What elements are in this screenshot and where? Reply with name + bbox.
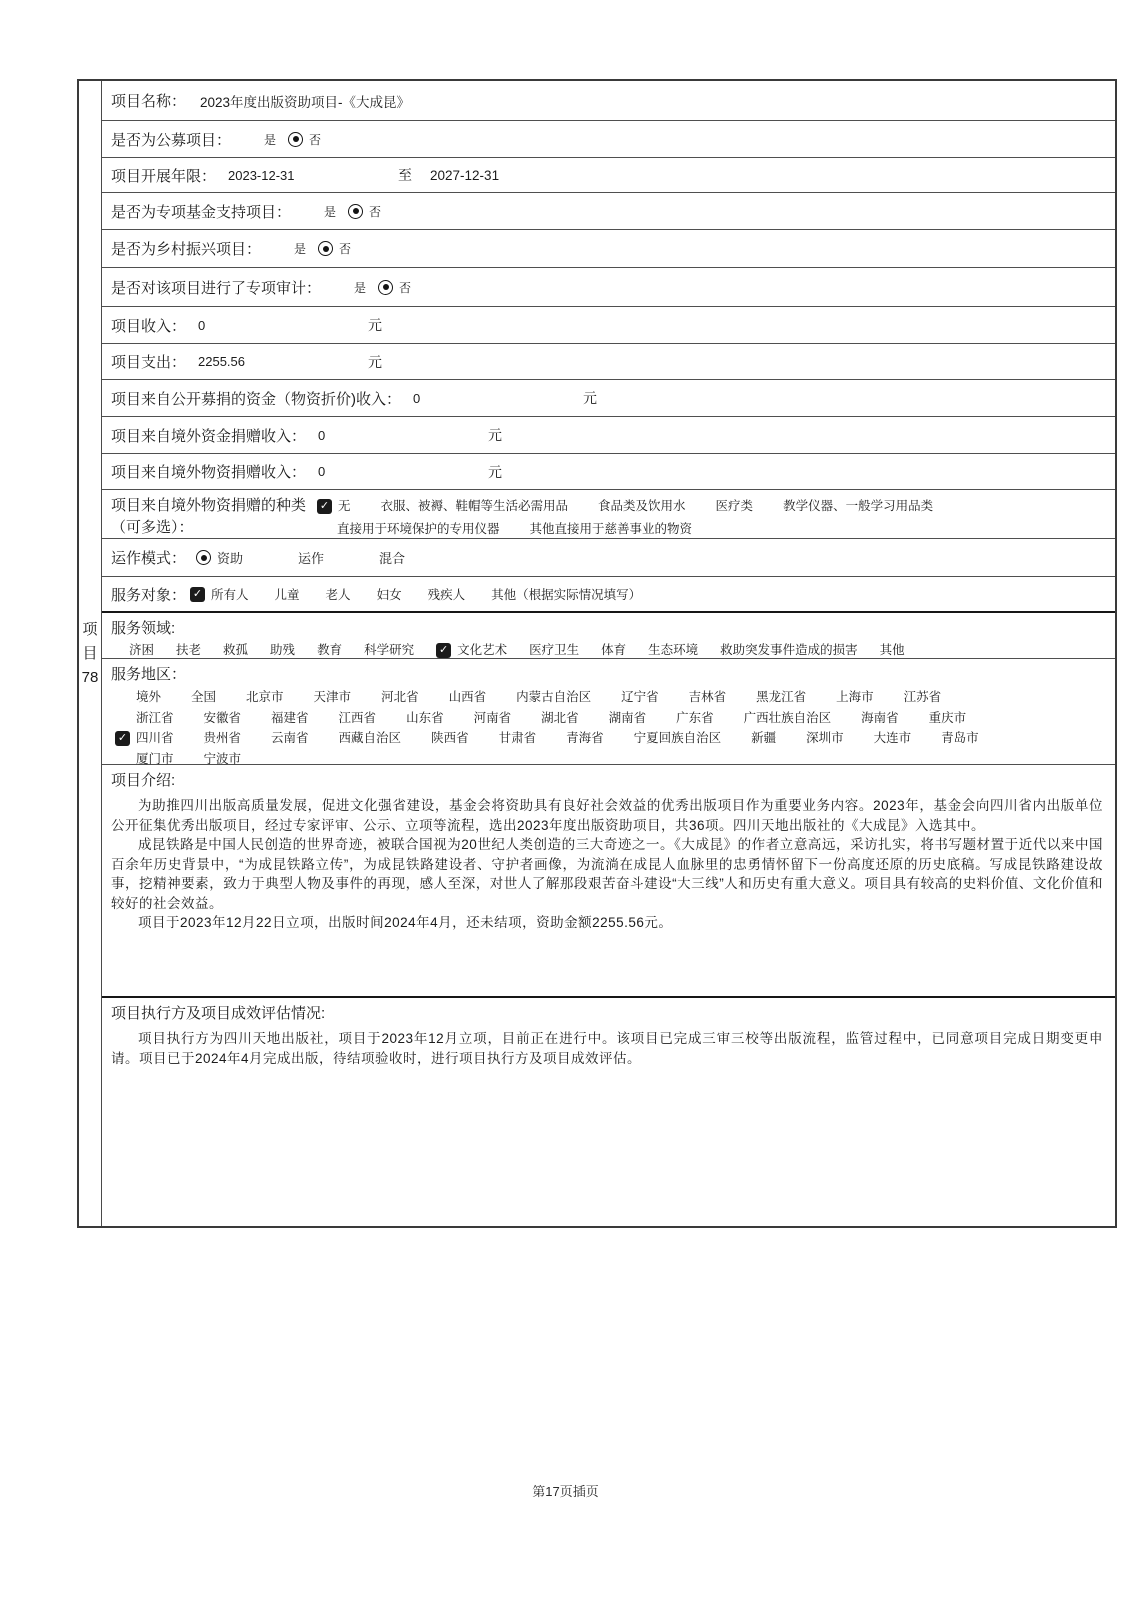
- yes-no-options: [294, 240, 351, 257]
- form-option: [449, 687, 487, 708]
- period-to-label: 至: [398, 167, 413, 183]
- option-label: 其他: [879, 643, 905, 657]
- option-label: 衣服、被褥、鞋帽等生活必需用品: [380, 499, 569, 513]
- side-label-char: 项: [82, 621, 98, 638]
- form-row-project-name: [102, 81, 1115, 121]
- option-label: 深圳市: [806, 731, 844, 745]
- option-label: 资助: [217, 551, 244, 566]
- option-label: 江苏省: [903, 690, 942, 704]
- form-row-overseas-fund-income: [102, 417, 1115, 454]
- form-option: [196, 548, 243, 567]
- form-option: [621, 687, 659, 708]
- option-label: 浙江省: [136, 710, 174, 725]
- form-option: [836, 687, 874, 708]
- form-option: [264, 131, 276, 148]
- form-option: [499, 728, 537, 749]
- form-option: [339, 728, 402, 749]
- form-option: [541, 708, 579, 729]
- option-label: 山西省: [448, 690, 487, 704]
- option-label: 儿童: [274, 588, 300, 602]
- option-label: 福建省: [271, 710, 309, 725]
- option-label: 山东省: [406, 710, 444, 725]
- option-label: 助残: [270, 643, 296, 657]
- option-label: 广西壮族自治区: [743, 710, 832, 725]
- section-title: 服务领域:: [111, 620, 176, 637]
- form-option: [406, 708, 444, 729]
- paragraph-text: 为助推四川出版高质量发展，促进文化强省建设，基金会将资助具有良好社会效益的优秀出版项目作为重要业务内容。2023年，基金会向四川省内出版单位公开征集优秀出版项目，经过专家评审、公示、立项等流程，选出2023年度出版资助项目，共36项。四川天地出版社的《大成昆》入选其中。: [111, 798, 1103, 833]
- form-option: [176, 641, 201, 660]
- radio-dot: [293, 136, 299, 142]
- option-label: 无: [338, 499, 351, 513]
- field-value: 0: [318, 427, 326, 443]
- option-label: 西藏自治区: [338, 731, 402, 745]
- form-option: [223, 641, 248, 660]
- radio-selected-icon: [348, 204, 363, 219]
- form-option: [337, 517, 500, 541]
- period-start-value: 2023-12-31: [228, 167, 295, 183]
- option-label: 青海省: [566, 731, 604, 745]
- checkbox-checked-icon: ✓: [436, 643, 451, 658]
- field-label: 项目支出：: [111, 354, 187, 371]
- option-label: 救助突发事件造成的损害: [720, 643, 858, 657]
- form-option: [294, 240, 306, 257]
- option-label: 重庆市: [928, 710, 967, 725]
- option-label: 河南省: [473, 710, 512, 725]
- service-region-line: [111, 708, 1105, 729]
- form-option: [689, 687, 727, 708]
- option-label: 江西省: [338, 710, 377, 725]
- form-row-project-period: [102, 158, 1115, 193]
- option-label: 医疗卫生: [529, 643, 580, 657]
- form-option: [288, 131, 321, 148]
- form-option: [648, 641, 698, 660]
- option-label: 湖北省: [541, 710, 579, 725]
- option-label: 青岛市: [941, 731, 979, 745]
- field-label: 是否对该项目进行了专项审计：: [111, 279, 322, 297]
- option-label: 运作: [298, 551, 325, 566]
- option-label: 海南省: [861, 710, 899, 725]
- form-row-project-intro: [102, 765, 1115, 998]
- option-label: 其他直接用于慈善事业的物资: [529, 522, 693, 536]
- option-label: 混合: [379, 551, 406, 566]
- yes-no-options: [354, 279, 411, 296]
- option-label: 科学研究: [364, 643, 415, 657]
- form-option: [246, 687, 284, 708]
- option-label: 辽宁省: [621, 690, 659, 704]
- option-label: 教育: [317, 643, 343, 657]
- form-option: [314, 687, 352, 708]
- form-option: [428, 585, 466, 603]
- goods-type-options: [317, 495, 1105, 541]
- option-label: 厦门市: [136, 751, 174, 766]
- form-row-public-donation-income: [102, 380, 1115, 417]
- form-option: [874, 728, 912, 749]
- option-label: 救孤: [223, 643, 249, 657]
- form-option: [348, 203, 381, 220]
- option-label: 四川省: [136, 731, 174, 745]
- section-title: 项目执行方及项目成效评估情况:: [111, 1005, 326, 1022]
- field-unit: 元: [368, 353, 383, 370]
- option-label: 黑龙江省: [756, 690, 807, 704]
- form-option: [271, 708, 309, 729]
- radio-selected-icon: [318, 241, 333, 256]
- option-label: 天津市: [313, 690, 352, 704]
- field-label: [111, 495, 317, 539]
- field-label: 项目来自公开募捐的资金（物资折价)收入：: [111, 390, 401, 408]
- option-label: 残疾人: [427, 588, 466, 602]
- field-unit: 元: [488, 427, 503, 443]
- service-field-options: [111, 641, 1105, 660]
- option-label: 吉林省: [688, 690, 727, 704]
- form-option: [601, 641, 626, 660]
- form-option: [190, 585, 249, 603]
- field-unit: 元: [368, 317, 383, 333]
- form-option: [339, 708, 377, 729]
- section-paragraphs: [111, 1029, 1105, 1068]
- field-label-line2: （可多选）：: [111, 519, 194, 536]
- form-option: [676, 708, 714, 729]
- option-label: 否: [309, 132, 322, 147]
- yes-no-options: [324, 203, 381, 220]
- checkbox-checked-icon: ✓: [190, 587, 205, 602]
- field-label: 运作模式：: [111, 550, 187, 567]
- form-option: [324, 203, 336, 220]
- radio-selected-icon: [378, 280, 393, 295]
- field-value: 2255.56: [198, 354, 246, 369]
- option-label: 是: [264, 132, 277, 147]
- form-option: [326, 585, 351, 603]
- option-label: 是: [294, 242, 307, 256]
- form-option: [381, 495, 569, 517]
- radio-dot: [323, 246, 329, 252]
- form-option: [716, 495, 754, 517]
- option-label: 文化艺术: [457, 643, 508, 657]
- form-option: [880, 641, 905, 660]
- options-line: [317, 495, 1105, 517]
- field-label: 是否为公募项目：: [111, 131, 232, 149]
- section-paragraphs: [111, 796, 1105, 933]
- form-row-operation-mode: [102, 539, 1115, 577]
- radio-dot: [353, 208, 359, 214]
- option-label: 广东省: [676, 710, 714, 725]
- operation-mode-options: [196, 548, 405, 567]
- option-label: 宁波市: [203, 751, 242, 766]
- option-label: 食品类及饮用水: [598, 499, 686, 513]
- form-option: [529, 641, 579, 660]
- field-label: 项目名称：: [111, 93, 187, 110]
- form-option: [381, 687, 419, 708]
- radio-selected-icon: [196, 550, 211, 565]
- form-row-service-targets: [102, 577, 1115, 613]
- option-label: 内蒙古自治区: [516, 690, 592, 704]
- checkbox-checked-icon: ✓: [115, 731, 130, 746]
- option-label: 所有人: [211, 588, 249, 602]
- option-label: 妇女: [376, 588, 402, 602]
- option-label: 济困: [129, 643, 155, 657]
- paragraph-text: 项目执行方为四川天地出版社，项目于2023年12月立项，目前正在进行中。该项目已完成三审三校等出版流程，监管过程中，已同意项目完成日期变更申请。项目已于2024年4月完成出版，待结项验收时，进行项目执行方及项目成效评估。: [111, 1031, 1103, 1066]
- form-option: [275, 585, 300, 603]
- field-value: 0: [413, 390, 421, 406]
- option-label: 湖南省: [608, 710, 647, 725]
- option-label: 全国: [191, 690, 217, 704]
- form-option: [941, 728, 979, 749]
- form-option: [191, 687, 216, 708]
- radio-dot: [383, 284, 389, 290]
- option-label: 扶老: [176, 643, 202, 657]
- form-row-service-regions: [102, 659, 1115, 765]
- project-info-table: [77, 79, 1117, 1228]
- side-label-char: 目: [82, 645, 98, 662]
- field-label: 是否为乡村振兴项目：: [111, 241, 262, 258]
- form-option: [436, 641, 507, 660]
- form-option: [431, 728, 469, 749]
- field-label: 项目来自境外物资捐赠收入：: [111, 464, 307, 481]
- field-label: 服务对象：: [111, 586, 187, 604]
- form-option: [204, 708, 242, 729]
- form-option: [720, 641, 858, 660]
- option-label: 境外: [136, 690, 162, 704]
- form-option: [271, 728, 309, 749]
- form-row-has-special-audit: [102, 268, 1115, 307]
- field-label: 项目收入：: [111, 317, 187, 335]
- option-label: 其他（根据实际情况填写）: [491, 588, 642, 602]
- form-option: [364, 641, 414, 660]
- form-option: [136, 708, 174, 729]
- section-title: 服务地区：: [111, 666, 187, 683]
- field-label: 是否为专项基金支持项目：: [111, 203, 292, 221]
- form-option: [530, 517, 693, 541]
- form-row-executor-evaluation: [102, 998, 1115, 1226]
- option-label: 否: [339, 242, 352, 256]
- service-target-options: [190, 585, 641, 603]
- option-label: 教学仪器、一般学习用品类: [783, 499, 934, 513]
- form-option: [317, 641, 342, 660]
- option-label: 北京市: [246, 690, 284, 704]
- form-option: [566, 728, 604, 749]
- service-region-line: [111, 687, 1105, 708]
- period-end-value: 2027-12-31: [430, 167, 500, 183]
- checkbox-checked-icon: ✓: [317, 499, 332, 514]
- page-footer: 第17页插页: [532, 1484, 599, 1499]
- form-row-is-public-fundraising: [102, 121, 1115, 158]
- form-row-overseas-goods-types: [102, 490, 1115, 539]
- field-value: 0: [198, 317, 206, 333]
- field-label-line1: 项目来自境外物资捐赠的种类: [111, 497, 307, 514]
- option-label: 是: [354, 280, 367, 295]
- form-option: [491, 585, 641, 603]
- option-label: 云南省: [271, 731, 309, 745]
- option-label: 大连市: [873, 731, 912, 745]
- field-value: 2023年度出版资助项目-《大成昆》: [200, 94, 411, 110]
- form-option: [317, 495, 351, 517]
- form-option: [270, 641, 295, 660]
- form-option: [474, 708, 512, 729]
- option-label: 安徽省: [203, 710, 242, 725]
- field-unit: 元: [488, 463, 503, 480]
- form-option: [783, 495, 933, 517]
- option-label: 生态环境: [648, 643, 699, 657]
- field-unit: 元: [583, 390, 597, 406]
- field-value: 0: [318, 464, 326, 479]
- form-option: [609, 708, 647, 729]
- section-title: 项目介绍:: [111, 772, 176, 789]
- service-region-line: [111, 728, 1105, 749]
- option-label: 老人: [325, 588, 351, 602]
- form-option: [756, 687, 806, 708]
- option-label: 陕西省: [431, 731, 469, 745]
- options-line: [317, 517, 1105, 541]
- form-row-project-income: [102, 307, 1115, 344]
- yes-no-options: [264, 131, 321, 148]
- form-content: [102, 81, 1115, 1226]
- option-label: 贵州省: [203, 731, 242, 745]
- form-option: [516, 687, 591, 708]
- option-label: 宁夏回族自治区: [633, 731, 722, 745]
- option-label: 否: [369, 204, 382, 219]
- form-option: [354, 279, 366, 296]
- form-row-overseas-goods-income: [102, 454, 1115, 490]
- form-option: [115, 728, 174, 749]
- form-option: [806, 728, 844, 749]
- form-option: [904, 687, 942, 708]
- form-row-service-fields: [102, 613, 1115, 659]
- form-option: [744, 708, 832, 729]
- form-option: [318, 240, 351, 257]
- option-label: 医疗类: [715, 499, 754, 513]
- option-label: 新疆: [751, 731, 777, 745]
- option-label: 上海市: [836, 690, 874, 704]
- option-label: 甘肃省: [498, 731, 537, 745]
- form-option: [204, 728, 242, 749]
- paragraph-text: 项目于2023年12月22日立项，出版时间2024年4月，还未结项，资助金额2255.56元。: [138, 915, 673, 930]
- form-row-project-expense: [102, 344, 1115, 380]
- option-label: 直接用于环境保护的专用仪器: [337, 522, 500, 536]
- radio-selected-icon: [288, 132, 303, 147]
- form-row-is-special-fund: [102, 193, 1115, 230]
- form-option: [378, 279, 411, 296]
- side-label-char: 78: [81, 669, 99, 686]
- form-option: [136, 687, 161, 708]
- form-option: [929, 708, 967, 729]
- option-label: 体育: [601, 643, 627, 657]
- project-index-side-label: [79, 81, 102, 1226]
- form-option: [298, 548, 324, 567]
- field-label: 项目来自境外资金捐赠收入：: [111, 427, 307, 445]
- option-label: 否: [399, 280, 412, 295]
- form-option: [598, 495, 686, 517]
- radio-dot: [201, 555, 207, 561]
- form-option: [751, 728, 776, 749]
- option-label: 是: [324, 204, 337, 219]
- form-option: [861, 708, 899, 729]
- option-label: 河北省: [381, 690, 419, 704]
- paragraph-text: 成昆铁路是中国人民创造的世界奇迹，被联合国视为20世纪人类创造的三大奇迹之一。《大成昆》的作者立意高远，采访扎实，将书写题材置于近代以来中国百余年历史背景中，“为成昆铁路立传”，为成昆铁路建设者、守护者画像，为流淌在成昆人血脉里的忠勇情怀留下一份高度还原的历史底稿。写成昆铁路建设故事，挖精神要素，致力于典型人物及事件的再现，感人至深，对世人了解那段艰苦奋斗建设“大三线”人和历史有重大意义。项目具有较高的史料价值、文化价值和较好的社会效益。: [111, 837, 1103, 911]
- form-option: [634, 728, 722, 749]
- form-option: [379, 548, 405, 567]
- form-option: [129, 641, 154, 660]
- form-option: [377, 585, 402, 603]
- form-row-is-rural-revitalization: [102, 230, 1115, 268]
- field-label: 项目开展年限：: [111, 167, 217, 185]
